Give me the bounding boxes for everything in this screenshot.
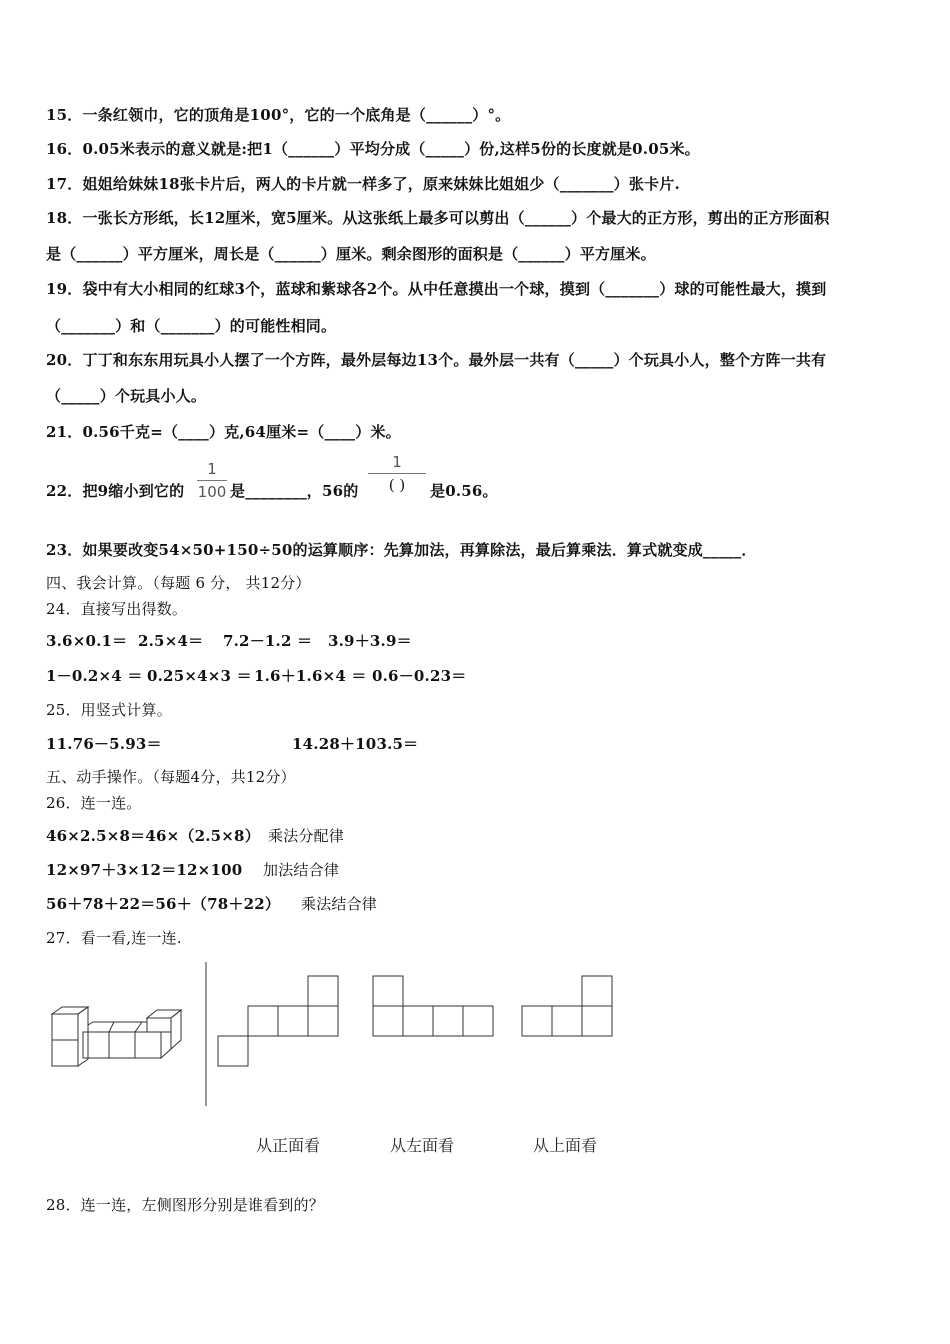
fraction2-numerator: 1: [392, 453, 402, 471]
calc-2-1: 1－0.2×4 ＝: [46, 667, 143, 685]
law-name-3: 乘法结合律: [301, 895, 378, 913]
view-grid-c: [521, 974, 617, 1040]
question-22-prefix: 22．把9缩小到它的: [46, 482, 185, 500]
section-5-heading: 五、动手操作。（每题4分，共12分）: [46, 768, 296, 786]
calc-1-3: 7.2－1.2 ＝: [223, 632, 313, 650]
fraction-bar: [197, 480, 227, 481]
law-name-2: 加法结合律: [263, 861, 340, 879]
calc-2-3: 1.6＋1.6×4 ＝: [254, 667, 367, 685]
question-22-middle: 是________，56的: [230, 482, 359, 500]
question-20-line1: 20．丁丁和东东用玩具小人摆了一个方阵，最外层每边13个。最外层一共有（_____）个玩具小人，整个方阵一共有: [46, 351, 827, 369]
vertical-calc-1: 11.76－5.93＝: [46, 735, 162, 753]
question-15: 15．一条红领巾，它的顶角是100°，它的一个底角是（______）°。: [46, 106, 511, 124]
question-25: 25．用竖式计算。: [46, 701, 172, 719]
view-label-top: 从上面看: [533, 1136, 598, 1155]
fraction-denominator: 100: [197, 483, 227, 501]
question-19-line1: 19．袋中有大小相同的红球3个，蓝球和紫球各2个。从中任意摸出一个球，摸到（_______）球的可能性最大，摸到: [46, 280, 827, 298]
calc-1-4: 3.9＋3.9＝: [328, 632, 412, 650]
fraction-one-hundredth: [197, 460, 227, 501]
view-label-left: 从左面看: [390, 1136, 455, 1155]
law-name-1: 乘法分配律: [268, 827, 345, 845]
question-18-line1: 18．一张长方形纸，长12厘米，宽5厘米。从这张纸上最多可以剪出（______）个最大的正方形，剪出的正方形面积: [46, 209, 830, 227]
question-20-line2: （_____）个玩具小人。: [46, 387, 207, 405]
question-18-line2: 是（______）平方厘米，周长是（______）厘米。剩余图形的面积是（______）平方厘米。: [46, 245, 656, 263]
fraction-blank: [368, 453, 426, 494]
section-4-heading: 四、我会计算。（每题 6 分， 共12分）: [46, 574, 311, 592]
vertical-calc-2: 14.28＋103.5＝: [292, 735, 419, 753]
fraction-numerator: 1: [207, 460, 217, 478]
question-21: 21．0.56千克=（____）克,64厘米=（____）米。: [46, 423, 401, 441]
question-23: 23．如果要改变54×50+150÷50的运算顺序：先算加法，再算除法，最后算乘法．算式就变成_____．: [46, 541, 757, 559]
view-grid-b: [372, 974, 498, 1040]
calc-1-2: 2.5×4＝: [138, 632, 204, 650]
question-16: 16．0.05米表示的意义就是:把1（______）平均分成（_____）份,这样5份的长度就是0.05米。: [46, 140, 700, 158]
law-expression-1: 46×2.5×8＝46×（2.5×8）: [46, 827, 260, 845]
view-label-front: 从正面看: [256, 1136, 321, 1155]
question-17: 17．姐姐给妹妹18张卡片后，两人的卡片就一样多了，原来妹妹比姐姐少（_______）张卡片.: [46, 175, 680, 193]
fraction2-denominator: ( ): [388, 476, 406, 494]
question-27: 27．看一看,连一连.: [46, 929, 182, 947]
question-26: 26．连一连。: [46, 794, 142, 812]
question-28: 28．连一连，左侧图形分别是谁看到的？: [46, 1196, 324, 1214]
calc-2-4: 0.6－0.23＝: [372, 667, 467, 685]
question-24: 24．直接写出得数。: [46, 600, 188, 618]
cube-solid-figure: [48, 1006, 188, 1086]
view-grid-a: [218, 974, 342, 1070]
question-22-suffix: 是0.56。: [430, 482, 498, 500]
fraction2-bar: [368, 473, 426, 474]
law-expression-3: 56＋78＋22＝56＋（78＋22）: [46, 895, 281, 913]
question-19-line2: （_______）和（_______）的可能性相同。: [46, 317, 337, 335]
law-expression-2: 12×97＋3×12＝12×100: [46, 861, 243, 879]
divider-line: [204, 962, 208, 1108]
calc-1-1: 3.6×0.1＝: [46, 632, 128, 650]
calc-2-2: 0.25×4×3 ＝: [147, 667, 252, 685]
